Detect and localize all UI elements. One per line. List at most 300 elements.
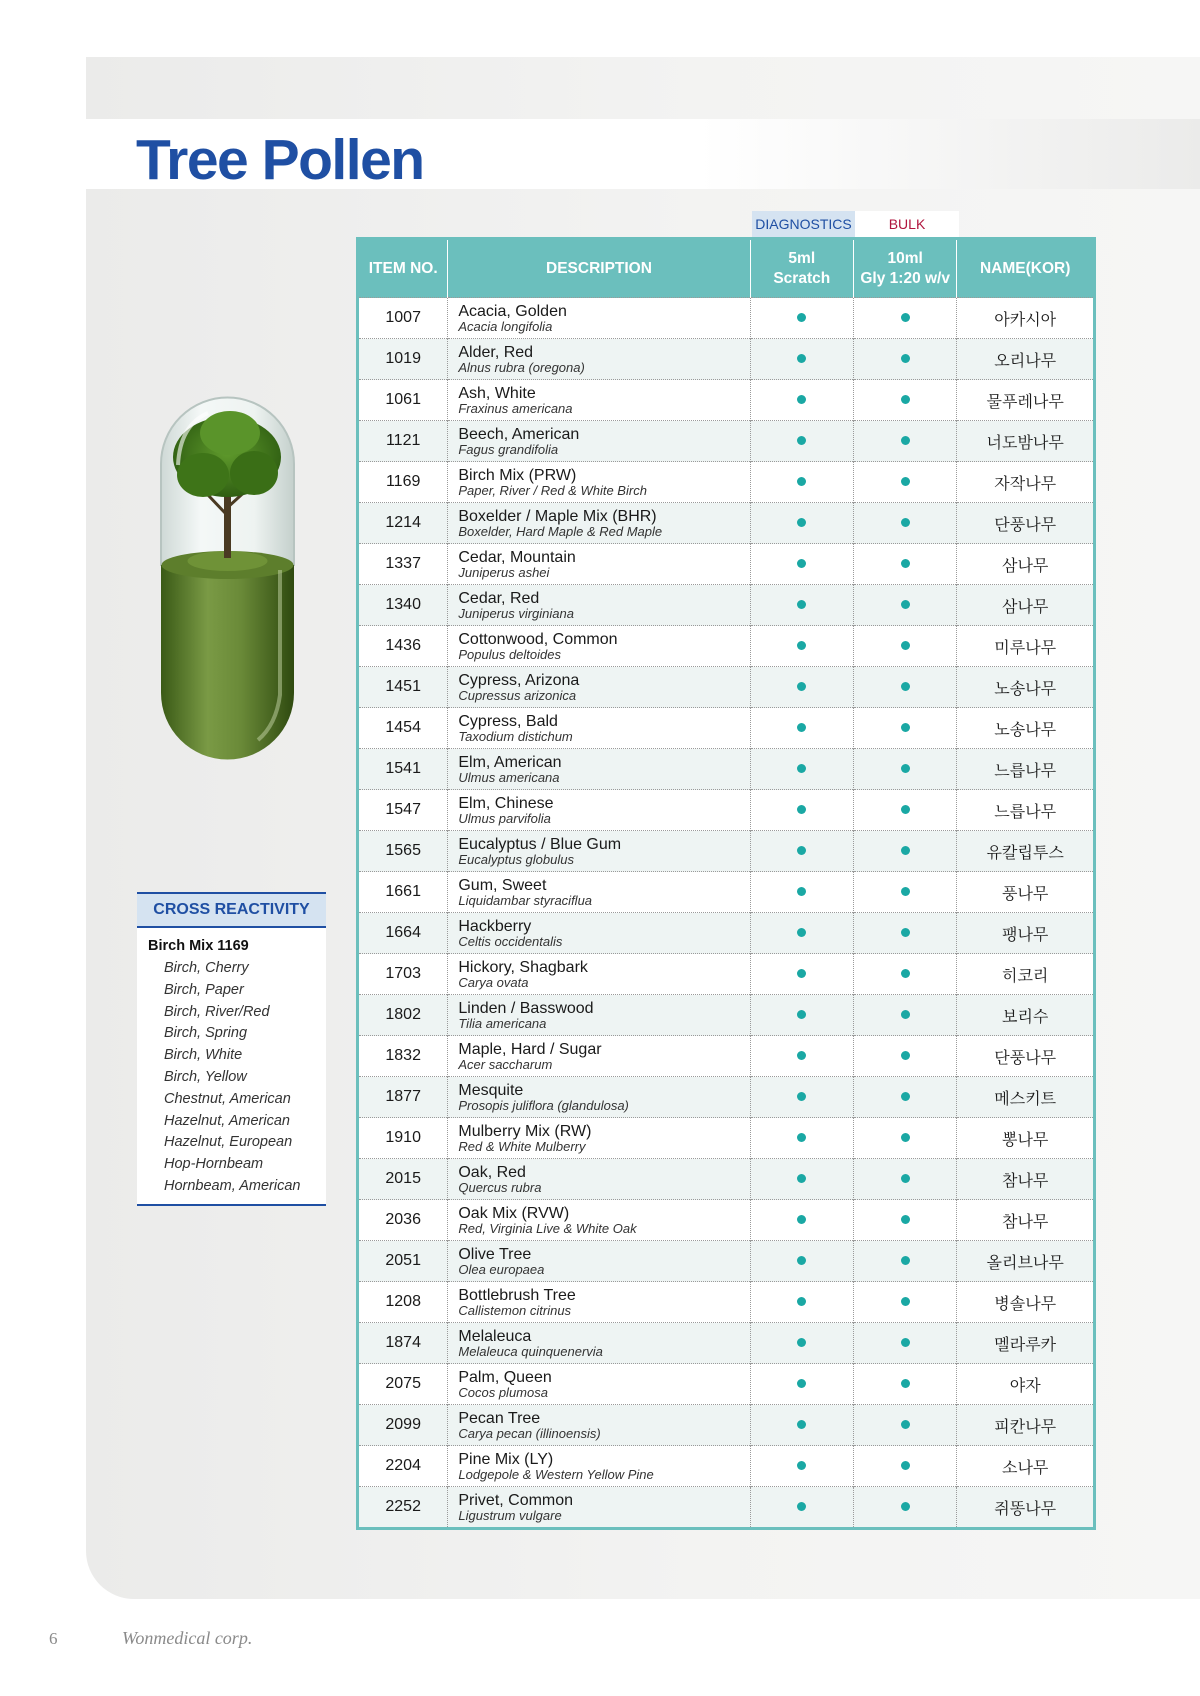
description-cell [448,1036,750,1077]
available-dot-icon [901,559,910,568]
scratch-availability [750,1487,853,1529]
available-dot-icon [901,641,910,650]
cross-reactivity-item: Hornbeam, American [164,1177,301,1194]
scratch-availability [750,790,853,831]
common-name: Hickory, Shagbark [458,958,588,976]
bulk-availability [853,667,956,708]
korean-name: 삼나무 [957,585,1095,626]
bulk-availability [853,1446,956,1487]
common-name: Bottlebrush Tree [458,1286,576,1304]
latin-name: Alnus rubra (oregona) [458,359,585,375]
korean-name: 자작나무 [957,462,1095,503]
table-row [358,503,1095,544]
item-number: 2015 [358,1159,448,1200]
scratch-availability [750,380,853,421]
description-cell [448,913,750,954]
description-cell [448,1364,750,1405]
korean-name: 오리나무 [957,339,1095,380]
available-dot-icon [901,1133,910,1142]
common-name: Oak Mix (RVW) [458,1204,570,1222]
common-name: Mesquite [458,1081,524,1099]
cross-reactivity-item: Hazelnut, European [164,1134,293,1151]
header-10ml-gly [853,239,956,298]
company-name: Wonmedical corp. [122,1628,253,1648]
available-dot-icon [901,887,910,896]
korean-name: 아카시아 [957,298,1095,339]
latin-name: Ligustrum vulgare [458,1507,562,1523]
korean-name: 멜라루카 [957,1323,1095,1364]
common-name: Pecan Tree [458,1409,541,1427]
scratch-availability [750,1364,853,1405]
item-number: 1703 [358,954,448,995]
korean-name: 노송나무 [957,708,1095,749]
item-number: 1541 [358,749,448,790]
available-dot-icon [797,682,806,691]
item-number: 1061 [358,380,448,421]
cross-reactivity-item: Birch, Paper [164,981,244,998]
korean-name: 쥐똥나무 [957,1487,1095,1529]
available-dot-icon [797,928,806,937]
common-name: Privet, Common [458,1491,574,1509]
description-cell [448,585,750,626]
header-description: DESCRIPTION [448,239,750,298]
available-dot-icon [797,313,806,322]
scratch-availability [750,1323,853,1364]
common-name: Linden / Basswood [458,999,594,1017]
latin-name: Melaleuca quinquenervia [458,1343,603,1359]
header-5ml-scratch [750,239,853,298]
bulk-availability [853,1323,956,1364]
description-cell [448,339,750,380]
description-cell [448,1159,750,1200]
common-name: Elm, American [458,753,562,771]
latin-name: Red, Virginia Live & White Oak [458,1220,637,1236]
available-dot-icon [797,1461,806,1470]
table-row [358,339,1095,380]
scratch-availability [750,1241,853,1282]
item-number: 1565 [358,831,448,872]
korean-name: 참나무 [957,1200,1095,1241]
bulk-availability [853,503,956,544]
description-cell [448,421,750,462]
bulk-availability [853,1282,956,1323]
available-dot-icon [901,1338,910,1347]
latin-name: Acacia longifolia [458,318,553,334]
latin-name: Carya ovata [458,974,529,990]
page-title: Tree Pollen [136,128,424,192]
available-dot-icon [901,1010,910,1019]
description-cell [448,1446,750,1487]
bulk-availability [853,585,956,626]
latin-name: Fagus grandifolia [458,441,559,457]
available-dot-icon [901,1297,910,1306]
item-number: 2099 [358,1405,448,1446]
bulk-availability [853,626,956,667]
korean-name: 삼나무 [957,544,1095,585]
available-dot-icon [797,1092,806,1101]
cross-reactivity-item: Chestnut, American [164,1090,291,1107]
common-name: Ash, White [458,384,536,402]
item-number: 1874 [358,1323,448,1364]
available-dot-icon [901,846,910,855]
table-row [358,380,1095,421]
scratch-availability [750,462,853,503]
common-name: Acacia, Golden [458,302,567,320]
item-number: 1661 [358,872,448,913]
available-dot-icon [797,559,806,568]
table-row [358,872,1095,913]
scratch-availability [750,954,853,995]
korean-name: 너도밤나무 [957,421,1095,462]
item-number: 2051 [358,1241,448,1282]
available-dot-icon [901,518,910,527]
cross-reactivity-box [137,892,326,1206]
table-row [358,1282,1095,1323]
table-row [358,831,1095,872]
latin-name: Ulmus parvifolia [458,810,551,826]
latin-name: Fraxinus americana [458,400,573,416]
item-number: 1451 [358,667,448,708]
latin-name: Juniperus ashei [458,564,550,580]
korean-name: 느릅나무 [957,790,1095,831]
available-dot-icon [901,395,910,404]
scratch-availability [750,1282,853,1323]
table-row [358,954,1095,995]
available-dot-icon [901,969,910,978]
available-dot-icon [901,1256,910,1265]
latin-name: Prosopis juliflora (glandulosa) [458,1097,629,1113]
available-dot-icon [901,1092,910,1101]
cross-reactivity-item: Birch, Spring [164,1025,248,1042]
available-dot-icon [901,1461,910,1470]
available-dot-icon [797,1420,806,1429]
description-cell [448,626,750,667]
item-number: 1214 [358,503,448,544]
scratch-availability [750,626,853,667]
common-name: Hackberry [458,917,532,935]
available-dot-icon [797,1174,806,1183]
bulk-availability [853,1405,956,1446]
description-cell [448,462,750,503]
bulk-availability [853,1036,956,1077]
common-name: Beech, American [458,425,580,443]
latin-name: Eucalyptus globulus [458,851,574,867]
bulk-availability [853,1241,956,1282]
common-name: Cypress, Bald [458,712,558,730]
table-row [358,421,1095,462]
bulk-availability [853,1118,956,1159]
available-dot-icon [797,1297,806,1306]
korean-name: 히코리 [957,954,1095,995]
common-name: Cypress, Arizona [458,671,580,689]
description-cell [448,790,750,831]
description-cell [448,1241,750,1282]
scratch-availability [750,421,853,462]
header-10ml-line1: 10ml [887,249,923,267]
table-header-row [358,239,1095,298]
latin-name: Paper, River / Red & White Birch [458,482,647,498]
description-cell [448,872,750,913]
available-dot-icon [901,313,910,322]
description-cell [448,1487,750,1529]
common-name: Palm, Queen [458,1368,552,1386]
latin-name: Ulmus americana [458,769,560,785]
korean-name: 뽕나무 [957,1118,1095,1159]
cross-reactivity-item: Hazelnut, American [164,1112,290,1129]
description-cell [448,380,750,421]
description-cell [448,1405,750,1446]
latin-name: Liquidambar styraciflua [458,892,593,908]
item-number: 1877 [358,1077,448,1118]
cross-reactivity-body [137,928,326,1204]
bulk-availability [853,462,956,503]
korean-name: 올리브나무 [957,1241,1095,1282]
scratch-availability [750,1200,853,1241]
available-dot-icon [797,1133,806,1142]
available-dot-icon [901,600,910,609]
latin-name: Taxodium distichum [458,728,573,744]
available-dot-icon [797,805,806,814]
available-dot-icon [797,395,806,404]
scratch-availability [750,831,853,872]
bulk-availability [853,1364,956,1405]
table-row [358,544,1095,585]
table-row [358,749,1095,790]
available-dot-icon [797,477,806,486]
header-5ml-line1: 5ml [788,249,816,267]
latin-name: Lodgepole & Western Yellow Pine [458,1466,654,1482]
common-name: Alder, Red [458,343,534,361]
available-dot-icon [797,354,806,363]
description-cell [448,503,750,544]
item-number: 1340 [358,585,448,626]
table-row [358,790,1095,831]
available-dot-icon [797,600,806,609]
common-name: Cedar, Mountain [458,548,576,566]
available-dot-icon [797,1051,806,1060]
available-dot-icon [901,436,910,445]
bulk-availability [853,1487,956,1529]
item-number: 1337 [358,544,448,585]
description-cell [448,995,750,1036]
item-number: 1802 [358,995,448,1036]
cross-reactivity-list [137,958,326,1198]
available-dot-icon [901,1420,910,1429]
korean-name: 팽나무 [957,913,1095,954]
description-cell [448,831,750,872]
korean-name: 물푸레나무 [957,380,1095,421]
scratch-availability [750,913,853,954]
description-cell [448,1200,750,1241]
available-dot-icon [797,518,806,527]
item-number: 1454 [358,708,448,749]
latin-name: Cupressus arizonica [458,687,577,703]
item-number: 1910 [358,1118,448,1159]
scratch-availability [750,585,853,626]
available-dot-icon [797,1502,806,1511]
item-number: 1208 [358,1282,448,1323]
description-cell [448,1118,750,1159]
bulk-availability [853,872,956,913]
bulk-availability [853,1200,956,1241]
available-dot-icon [901,477,910,486]
item-number: 2204 [358,1446,448,1487]
available-dot-icon [901,354,910,363]
common-name: Boxelder / Maple Mix (BHR) [458,507,657,525]
bulk-tab: BULK [855,211,959,238]
bulk-availability [853,380,956,421]
bulk-availability [853,298,956,339]
description-cell [448,954,750,995]
korean-name: 보리수 [957,995,1095,1036]
korean-name: 단풍나무 [957,1036,1095,1077]
scratch-availability [750,1159,853,1200]
bulk-availability [853,831,956,872]
latin-name: Olea europaea [458,1261,545,1277]
scratch-availability [750,503,853,544]
item-number: 1436 [358,626,448,667]
table-row [358,298,1095,339]
scratch-availability [750,872,853,913]
cross-reactivity-heading: CROSS REACTIVITY [137,892,326,928]
available-dot-icon [797,887,806,896]
cross-reactivity-item: Birch, Cherry [164,960,249,976]
common-name: Maple, Hard / Sugar [458,1040,602,1058]
item-number: 1121 [358,421,448,462]
table-row [358,585,1095,626]
scratch-availability [750,1036,853,1077]
common-name: Melaleuca [458,1327,532,1345]
item-number: 2252 [358,1487,448,1529]
korean-name: 소나무 [957,1446,1095,1487]
cross-reactivity-item: Birch, River/Red [164,1003,270,1020]
korean-name: 피칸나무 [957,1405,1095,1446]
common-name: Eucalyptus / Blue Gum [458,835,622,853]
bulk-availability [853,708,956,749]
bulk-availability [853,995,956,1036]
available-dot-icon [797,1338,806,1347]
latin-name: Populus deltoides [458,646,561,662]
scratch-availability [750,995,853,1036]
available-dot-icon [901,805,910,814]
common-name: Oak, Red [458,1163,526,1181]
table-row [358,1446,1095,1487]
item-number: 1007 [358,298,448,339]
latin-name: Red & White Mulberry [458,1138,586,1154]
description-cell [448,544,750,585]
available-dot-icon [901,764,910,773]
table-row [358,1118,1095,1159]
available-dot-icon [797,764,806,773]
scratch-availability [750,339,853,380]
available-dot-icon [797,436,806,445]
bulk-availability [853,1077,956,1118]
bulk-availability [853,913,956,954]
header-5ml-line2: Scratch [773,269,831,287]
scratch-availability [750,1446,853,1487]
korean-name: 미루나무 [957,626,1095,667]
available-dot-icon [901,928,910,937]
description-cell [448,1323,750,1364]
cross-reactivity-item: Birch, Yellow [164,1068,247,1085]
table-row [358,1405,1095,1446]
latin-name: Callistemon citrinus [458,1302,572,1318]
bulk-availability [853,954,956,995]
korean-name: 참나무 [957,1159,1095,1200]
korean-name: 유칼립투스 [957,831,1095,872]
latin-name: Boxelder, Hard Maple & Red Maple [458,523,663,539]
available-dot-icon [901,1174,910,1183]
description-cell [448,749,750,790]
available-dot-icon [797,723,806,732]
item-number: 1019 [358,339,448,380]
bulk-availability [853,421,956,462]
table-row [358,462,1095,503]
available-dot-icon [901,1215,910,1224]
description-cell [448,667,750,708]
common-name: Elm, Chinese [458,794,554,812]
scratch-availability [750,1077,853,1118]
table-row [358,1159,1095,1200]
cross-reactivity-item: Birch, White [164,1047,243,1064]
header-10ml-line2: Gly 1:20 w/v [860,269,950,287]
table-row [358,1036,1095,1077]
available-dot-icon [901,1051,910,1060]
table-row [358,626,1095,667]
table-row [358,1200,1095,1241]
scratch-availability [750,749,853,790]
available-dot-icon [797,1256,806,1265]
description-cell [448,708,750,749]
item-number: 1664 [358,913,448,954]
common-name: Cottonwood, Common [458,630,618,648]
available-dot-icon [901,682,910,691]
available-dot-icon [901,1502,910,1511]
table-row [358,667,1095,708]
diagnostics-tab: DIAGNOSTICS [752,211,855,238]
scratch-availability [750,544,853,585]
item-number: 1169 [358,462,448,503]
scratch-availability [750,1405,853,1446]
korean-name: 단풍나무 [957,503,1095,544]
korean-name: 풍나무 [957,872,1095,913]
common-name: Cedar, Red [458,589,540,607]
korean-name: 메스키트 [957,1077,1095,1118]
scratch-availability [750,667,853,708]
item-number: 1547 [358,790,448,831]
table-row [358,995,1095,1036]
table-row [358,913,1095,954]
available-dot-icon [797,1215,806,1224]
table-row [358,1487,1095,1529]
bulk-availability [853,1159,956,1200]
page-number: 6 [49,1629,58,1648]
description-cell [448,1077,750,1118]
table-row [358,708,1095,749]
latin-name: Acer saccharum [458,1056,553,1072]
latin-name: Cocos plumosa [458,1384,548,1400]
korean-name: 야자 [957,1364,1095,1405]
scratch-availability [750,298,853,339]
bulk-availability [853,544,956,585]
header-item-no: ITEM NO. [358,239,448,298]
item-number: 2075 [358,1364,448,1405]
item-number: 1832 [358,1036,448,1077]
available-dot-icon [797,969,806,978]
common-name: Mulberry Mix (RW) [458,1122,592,1140]
table-row [358,1364,1095,1405]
scratch-availability [750,708,853,749]
